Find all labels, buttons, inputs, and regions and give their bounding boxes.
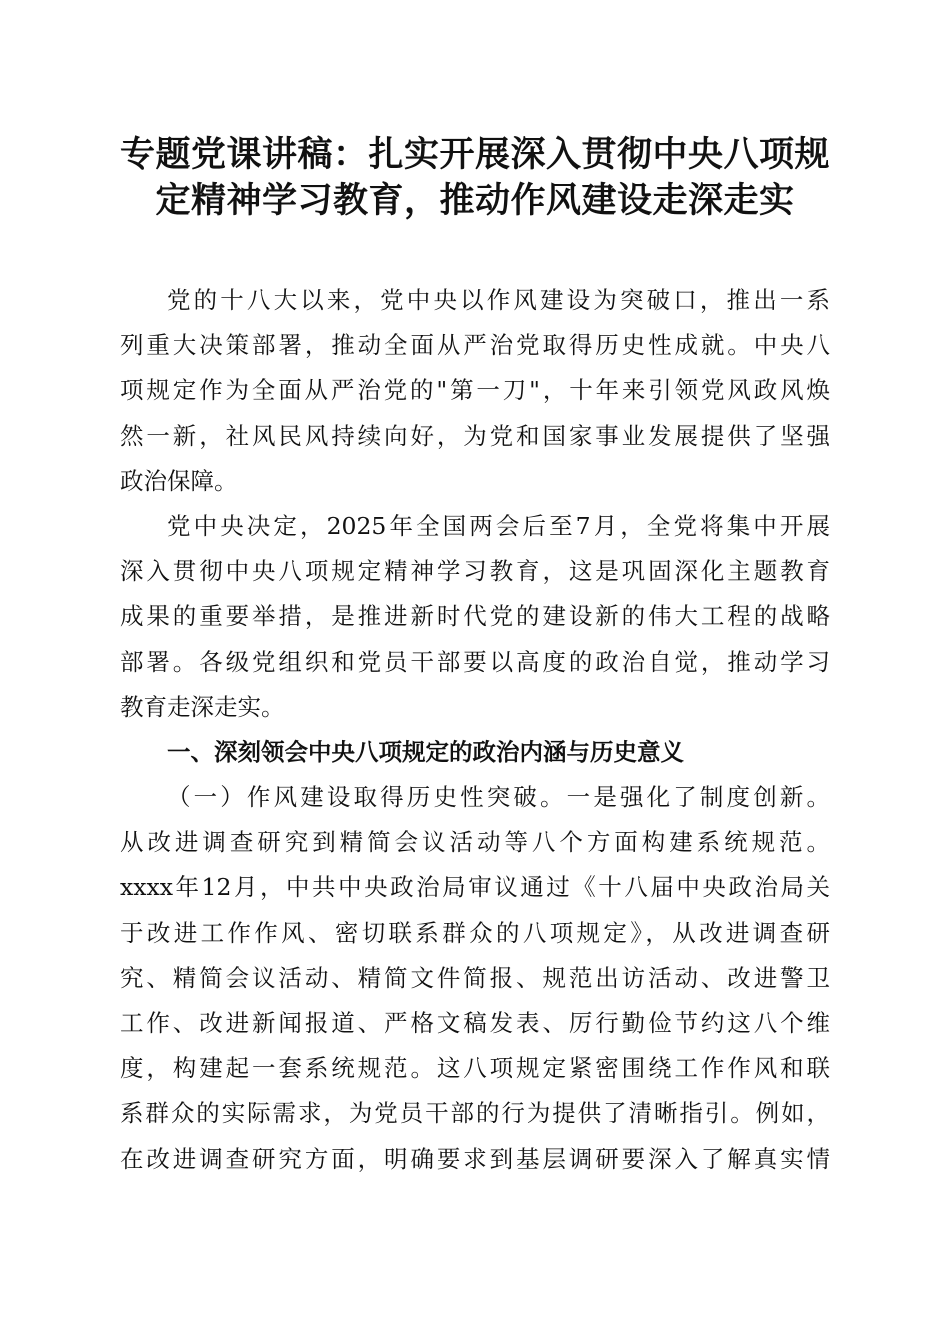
paragraph-line: 系群众的实际需求，为党员干部的行为提供了清晰指引。例如， (120, 1099, 830, 1128)
paragraph-intro (120, 278, 830, 504)
paragraph-line: 党的十八大以来，党中央以作风建设为突破口，推出一系 (167, 286, 830, 314)
paragraph-line: 然一新，社风民风持续向好，为党和国家事业发展提供了坚强 (120, 421, 830, 450)
paragraph-line: 深入贯彻中央八项规定精神学习教育，这是巩固深化主题教育 (120, 557, 830, 586)
document-body (120, 278, 830, 1182)
paragraph-line: 在改进调查研究方面，明确要求到基层调研要深入了解真实情 (120, 1144, 830, 1173)
paragraph-line: 究、精简会议活动、精简文件简报、规范出访活动、改进警卫 (120, 963, 830, 992)
paragraph-line: 度，构建起一套系统规范。这八项规定紧密围绕工作作风和联 (120, 1054, 830, 1083)
paragraph-line: 工作、改进新闻报道、严格文稿发表、厉行勤俭节约这八个维 (120, 1009, 830, 1037)
paragraph-line: xxxx年12月，中共中央政治局审议通过《十八届中央政治局关 (120, 873, 830, 902)
paragraph-line: 部署。各级党组织和党员干部要以高度的政治自觉，推动学习 (120, 647, 830, 676)
paragraph-line: 政治保障。 (120, 466, 238, 495)
paragraph-line: 党中央决定，2025年全国两会后至7月，全党将集中开展 (167, 511, 830, 540)
paragraph-line: 项规定作为全面从严治党的"第一刀"，十年来引领党风政风焕 (120, 376, 830, 405)
paragraph-line: 于改进工作作风、密切联系群众的八项规定》，从改进调查研 (120, 918, 830, 947)
title-line: 定精神学习教育，推动作风建设走深走实 (155, 180, 795, 221)
title-line: 专题党课讲稿：扎实开展深入贯彻中央八项规 (119, 134, 830, 175)
paragraph-line: 教育走深走实。 (120, 692, 285, 721)
paragraph-line: 列重大决策部署，推动全面从严治党取得历史性成就。中央八 (120, 331, 830, 360)
paragraph-line: （一）作风建设取得历史性突破。一是强化了制度创新。 (167, 783, 830, 812)
section-heading: 一、深刻领会中央八项规定的政治内涵与历史意义 (167, 737, 684, 766)
paragraph-line: 成果的重要举措，是推进新时代党的建设新的伟大工程的战略 (120, 602, 830, 631)
paragraph-section-one (120, 775, 830, 1182)
document-title (100, 132, 850, 224)
paragraph-line: 从改进调查研究到精简会议活动等八个方面构建系统规范。 (120, 828, 830, 857)
paragraph-decision (120, 504, 830, 730)
